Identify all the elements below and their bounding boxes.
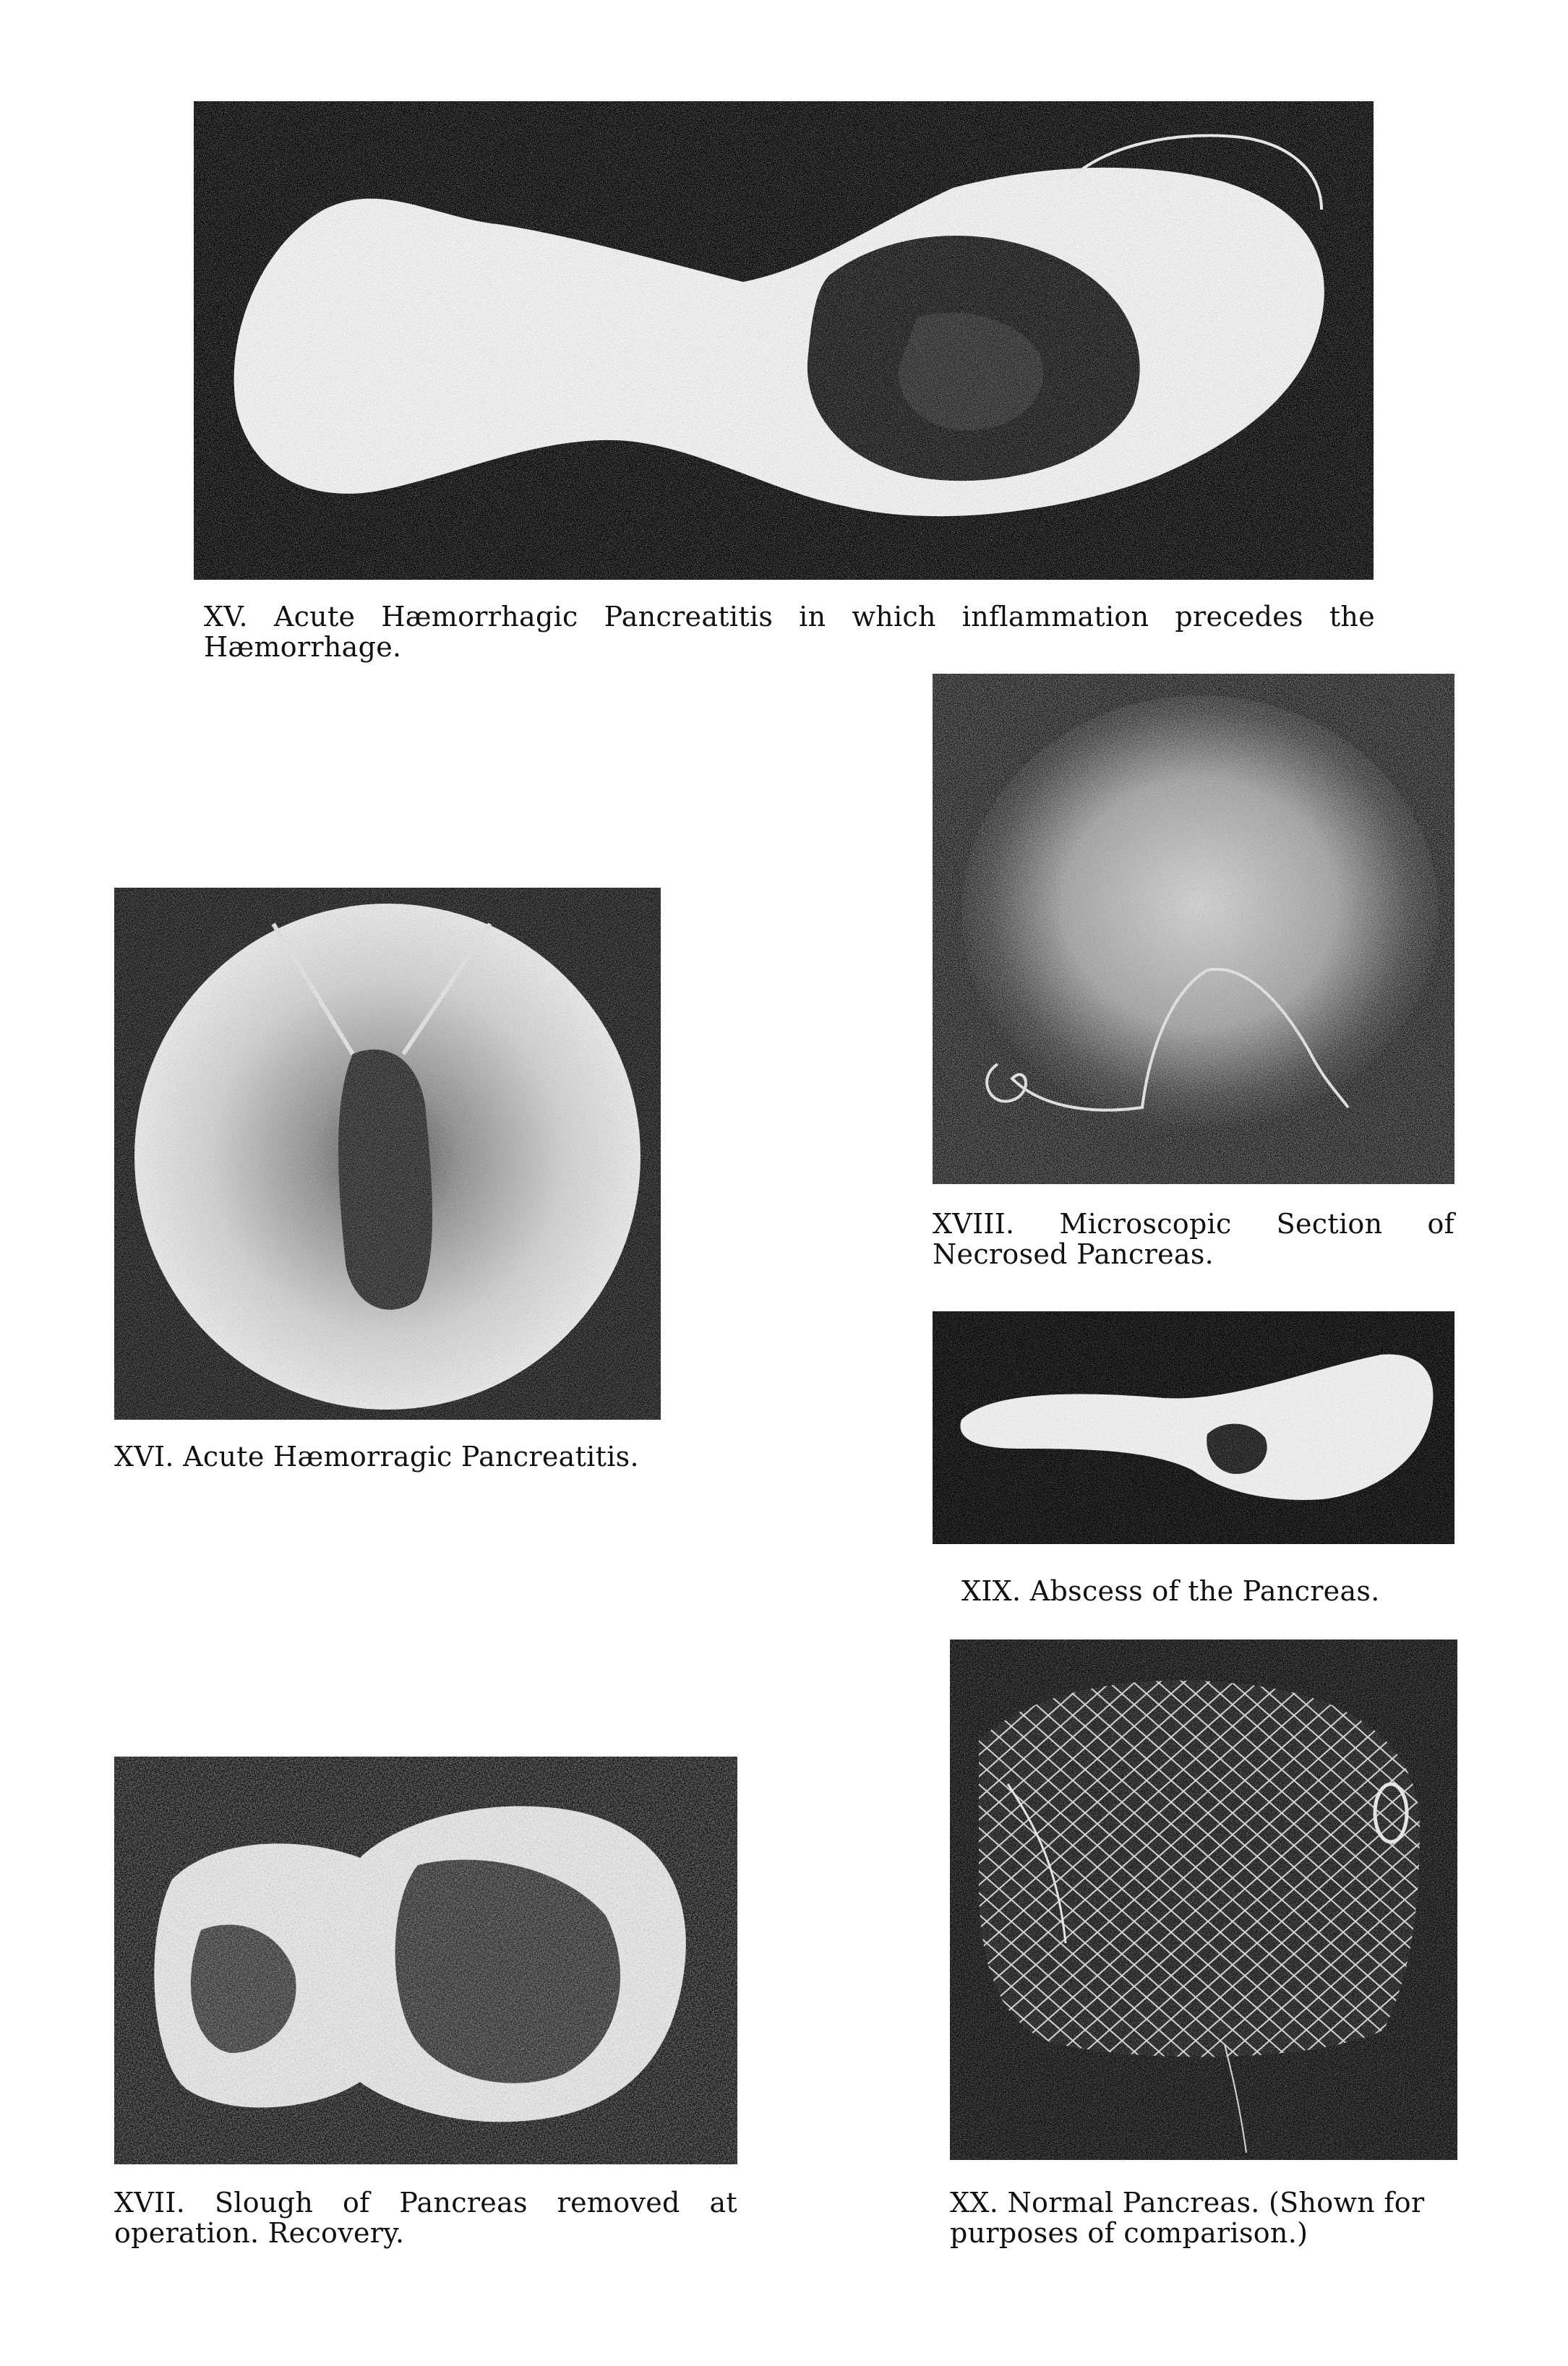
figure-xvii-caption-text: Slough of Pancreas removed at operation. Recovery. <box>114 2187 737 2249</box>
figure-xvii-caption <box>114 2187 737 2248</box>
figure-xvii-photo <box>114 1757 737 2164</box>
figure-xvi-photo <box>114 888 661 1420</box>
figure-xv-numeral: XV. <box>204 601 248 633</box>
figure-xviii-caption <box>933 1209 1455 1269</box>
figure-xviii-caption-text: Microscopic Section of Necrosed Pancreas. <box>933 1208 1455 1270</box>
pancreas-abscess-image <box>933 1311 1455 1544</box>
normal-pancreas-image <box>950 1640 1457 2160</box>
figure-xvii-numeral: XVII. <box>114 2187 186 2219</box>
figure-xx-caption <box>950 2187 1457 2248</box>
figure-xviii-numeral: XVIII. <box>933 1208 1015 1240</box>
figure-xx-numeral: XX. <box>950 2187 999 2219</box>
figure-xviii-photo <box>933 674 1455 1184</box>
figure-xix-caption-text: Abscess of the Pancreas. <box>1029 1575 1380 1607</box>
figure-xvi-caption-text: Acute Hæmorragic Pancreatitis. <box>183 1441 639 1473</box>
microscopic-section-image <box>933 674 1455 1184</box>
figure-xv-caption-text: Acute Hæmorrhagic Pancreatitis in which inflammation precedes the Hæmorrhage. <box>204 601 1375 663</box>
figure-xix-numeral: XIX. <box>961 1575 1021 1607</box>
figure-xix-photo <box>933 1311 1455 1544</box>
figure-xx-photo <box>950 1640 1457 2160</box>
pancreas-specimen-image <box>194 101 1374 580</box>
figure-xix-caption <box>961 1576 1455 1606</box>
figure-xvi-caption <box>114 1441 661 1472</box>
figure-xvi-numeral: XVI. <box>114 1441 174 1473</box>
figure-xx-caption-text: Normal Pancreas. (Shown for purposes of comparison.) <box>950 2187 1425 2249</box>
pancreas-slough-image <box>114 1757 737 2164</box>
figure-xv-caption <box>204 601 1375 662</box>
figure-xv-photo <box>194 101 1374 580</box>
hemorrhagic-pancreatitis-image <box>114 888 661 1420</box>
